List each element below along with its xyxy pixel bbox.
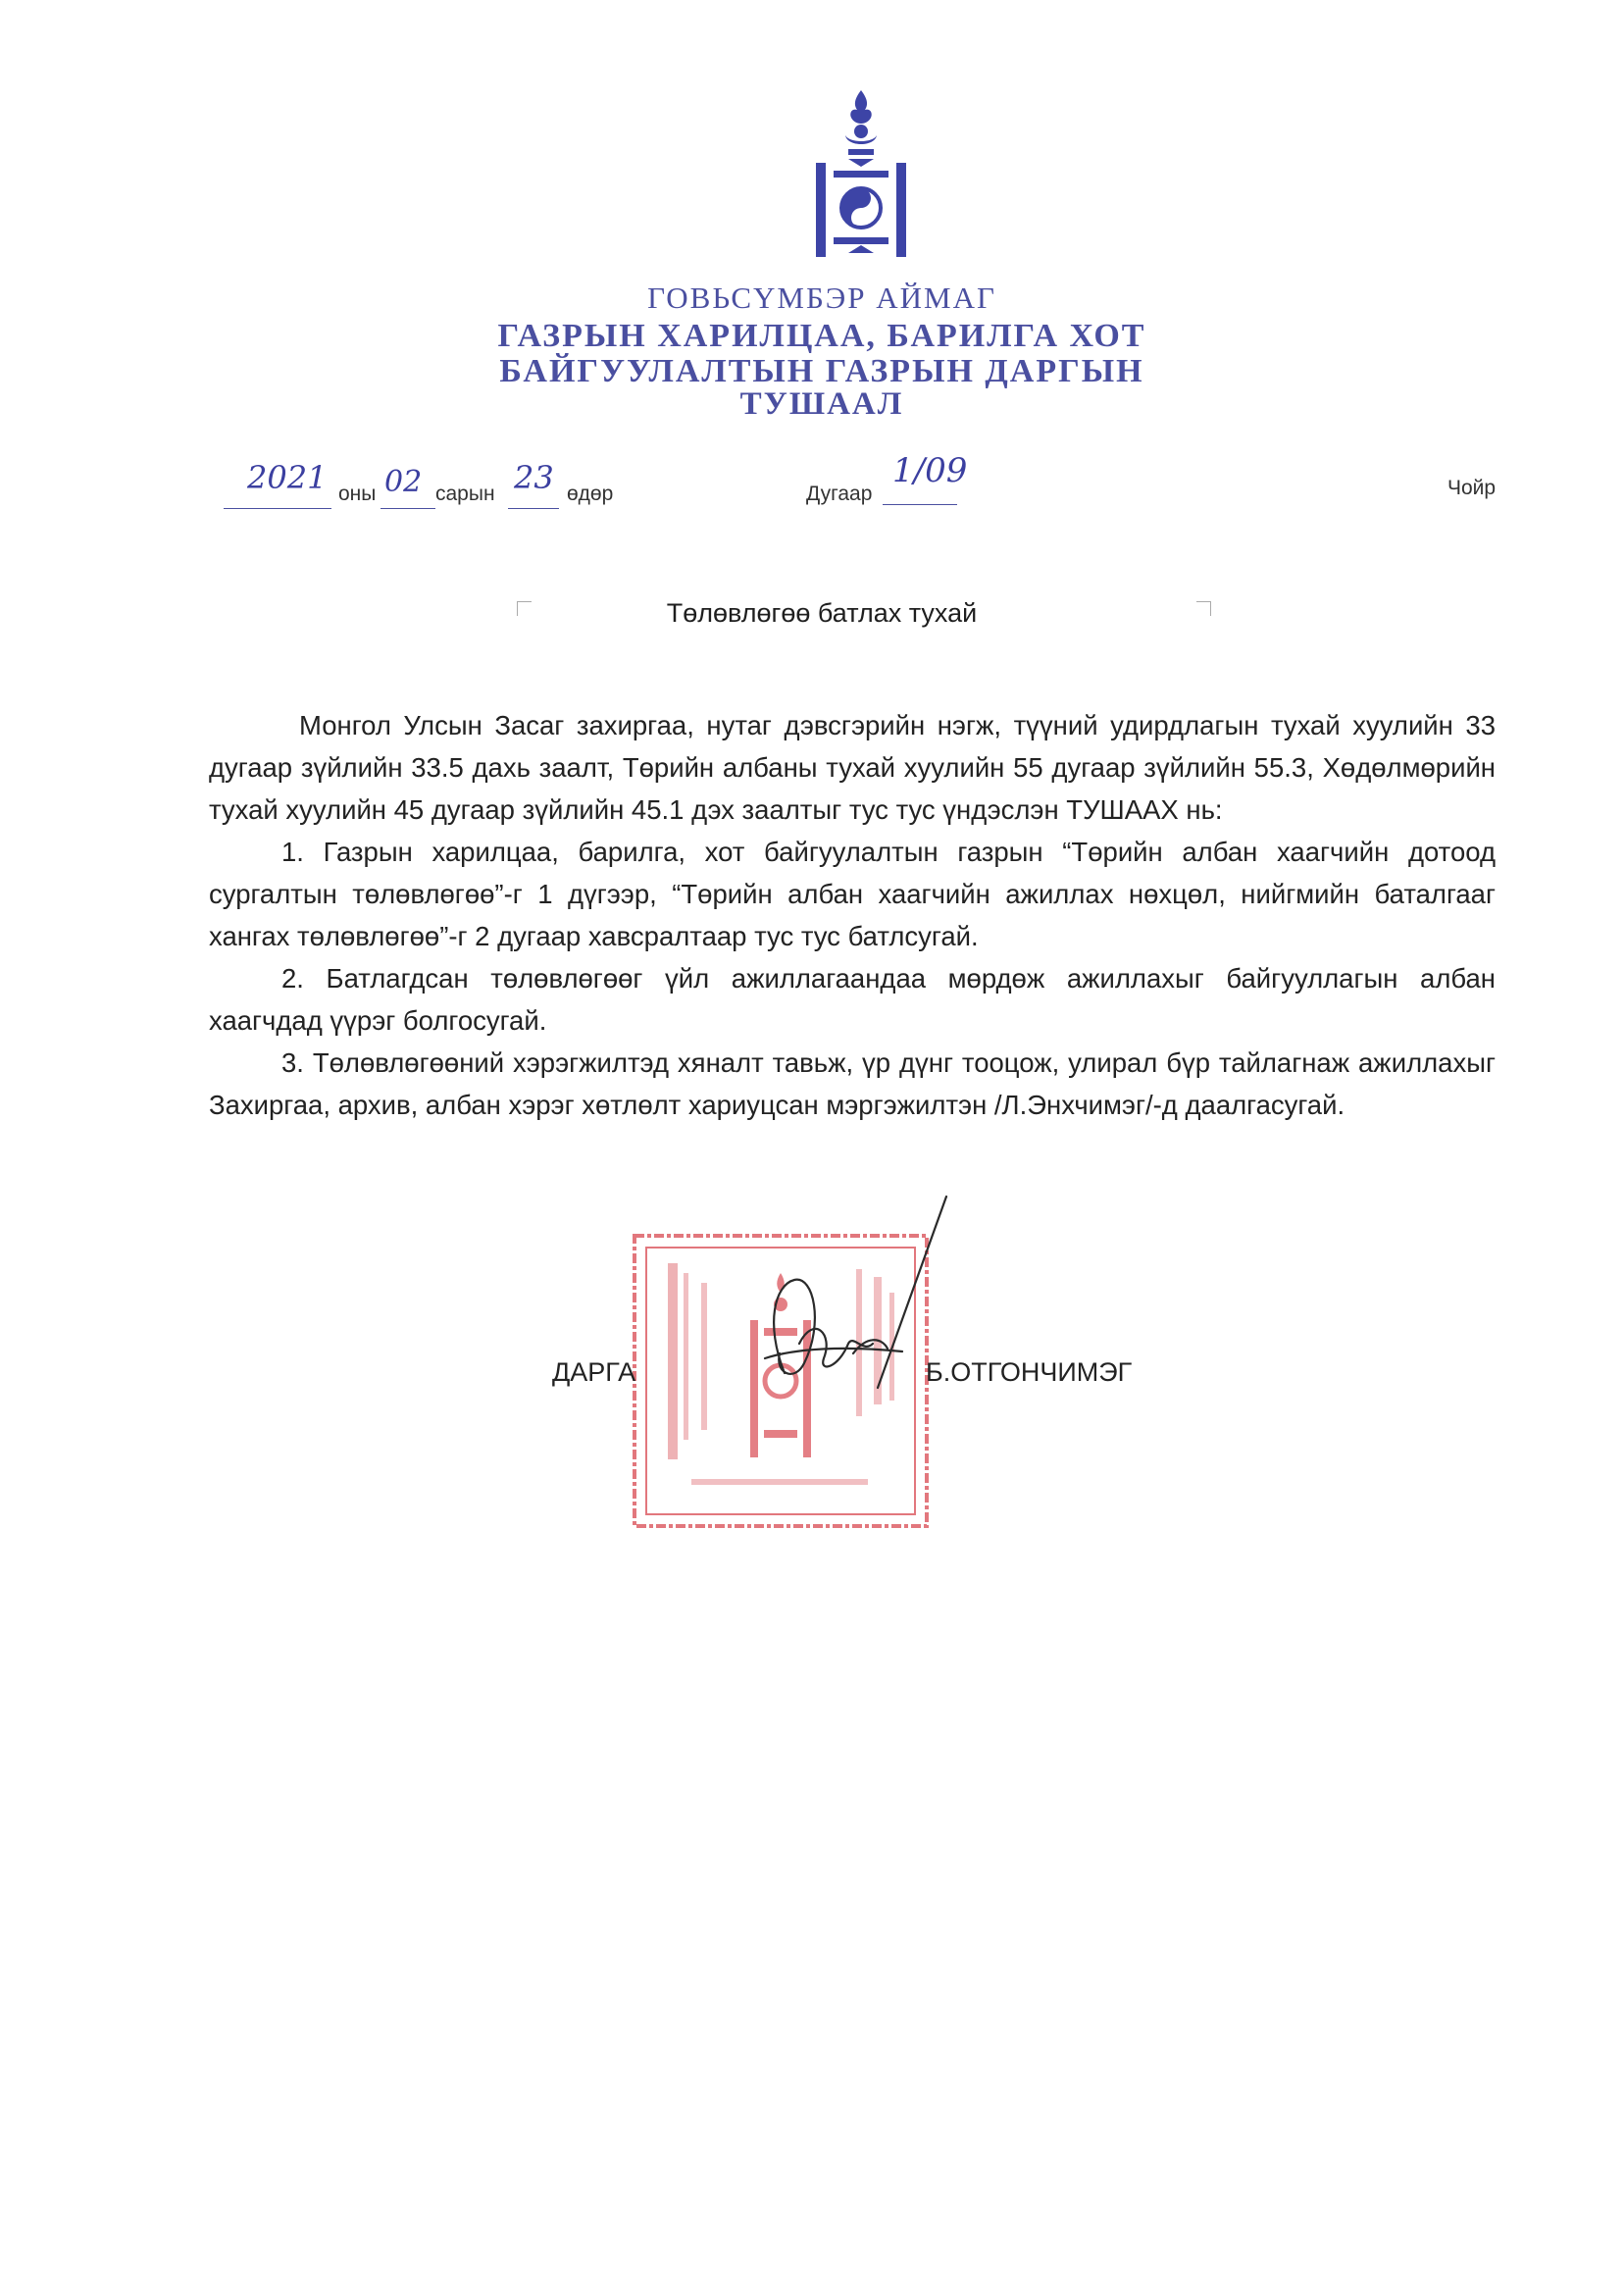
soyombo-emblem-icon	[816, 90, 906, 259]
date-month-underline	[381, 508, 435, 509]
document-body	[209, 704, 1496, 1126]
date-month-label: сарын	[435, 483, 495, 505]
body-intro-paragraph: Монгол Улсын Засаг захиргаа, нутаг дэвсгэрийн нэгж, түүний удирдлагын тухай хуулийн 33 дугаар зүйлийн 33.5 дахь заалт, Төрийн албаны тухай хуулийн 55 дугаар зүйлийн 55.3, Хөдөлмөрийн тухай хуулийн 45 дугаар зүйлийн 45.1 дэх заалтыг тус тус үндэслэн ТУШААХ нь:	[209, 710, 1496, 825]
document-number: 1/09	[892, 451, 968, 490]
body-item-1: 1. Газрын харилцаа, барилга, хот байгуулалтын газрын “Төрийн албан хаагчийн дотоод сургалтын төлөвлөгөө”-г 1 дүгээр, “Төрийн албан хаагчийн ажиллах нөхцөл, нийгмийн баталгааг хангах төлөвлөгөө”-г 2 дугаар хавсралтаар тус тус батлсугай.	[209, 837, 1496, 951]
signatory-name: Б.ОТГОНЧИМЭГ	[926, 1357, 1133, 1387]
date-month: 02	[384, 465, 423, 499]
date-year-label: оны	[338, 483, 377, 505]
aimag-name: ГОВЬСҮМБЭР АЙМАГ	[647, 280, 996, 315]
document-number-underline	[883, 504, 957, 505]
organization-name-line1: ГАЗРЫН ХАРИЛЦАА, БАРИЛГА ХОТ	[497, 318, 1146, 354]
place-name: Чойр	[1447, 477, 1497, 499]
date-year: 2021	[247, 459, 328, 496]
document-number-label: Дугаар	[806, 483, 873, 505]
document-type-title: ТУШААЛ	[739, 386, 904, 422]
body-item-3: 3. Төлөвлөгөөний хэрэгжилтэд хяналт тавьж, үр дүнг тооцож, улирал бүр тайлагнаж ажиллахыг Захиргаа, архив, албан хэрэг хөтлөлт хариуцсан мэргэжилтэн /Л.Энхчимэг/-д даалгасугай.	[209, 1047, 1496, 1120]
organization-name-line2: БАЙГУУЛАЛТЫН ГАЗРЫН ДАРГЫН	[499, 353, 1144, 389]
date-day: 23	[514, 459, 554, 496]
body-item-2: 2. Батлагдсан төлөвлөгөөг үйл ажиллагаандаа мөрдөж ажиллахыг байгууллагын албан хаагчдад үүрэг болгосугай.	[209, 963, 1496, 1036]
date-year-underline	[224, 508, 331, 509]
handwritten-signature	[706, 1177, 961, 1422]
date-day-label: өдөр	[567, 483, 614, 505]
document-subject: Төлөвлөгөө батлах тухай	[666, 598, 978, 628]
signatory-title: ДАРГА	[552, 1357, 636, 1387]
date-day-underline	[508, 508, 559, 509]
